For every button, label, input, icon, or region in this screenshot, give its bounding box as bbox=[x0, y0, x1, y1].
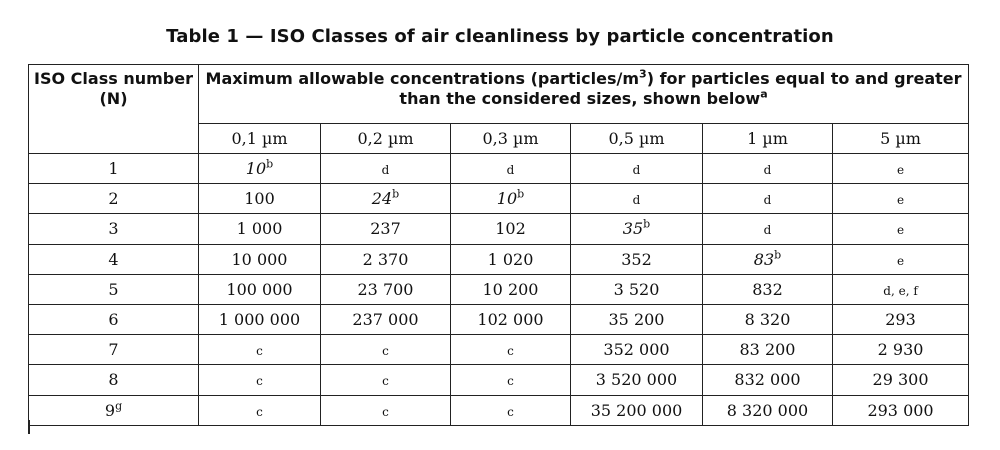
concentration-value: 832 bbox=[752, 279, 783, 299]
iso-class-value: 4 bbox=[108, 249, 119, 269]
concentration-cell bbox=[571, 214, 703, 244]
concentration-cell bbox=[571, 184, 703, 214]
concentration-group-header bbox=[199, 65, 969, 124]
concentration-value: 1 020 bbox=[487, 249, 534, 269]
concentration-value: d bbox=[763, 193, 772, 208]
iso-class-cell bbox=[29, 304, 199, 334]
table-title: Table 1 — ISO Classes of air cleanliness by particle concentration bbox=[166, 26, 834, 47]
concentration-value: c bbox=[382, 374, 389, 389]
concentration-value: 102 bbox=[495, 219, 526, 239]
concentration-footnote: b bbox=[392, 187, 400, 201]
concentration-value: d, e, f bbox=[883, 283, 918, 298]
concentration-value: c bbox=[507, 374, 514, 389]
concentration-cell bbox=[199, 395, 321, 425]
size-header: 0,3 µm bbox=[451, 124, 571, 154]
concentration-value: 102 000 bbox=[477, 310, 544, 330]
concentration-value: 8 320 000 bbox=[726, 400, 809, 420]
table-row bbox=[29, 365, 969, 395]
table-row bbox=[29, 274, 969, 304]
concentration-value: 83 bbox=[753, 249, 775, 269]
concentration-cell bbox=[321, 335, 451, 365]
concentration-cell bbox=[833, 244, 969, 274]
concentration-cell bbox=[571, 335, 703, 365]
concentration-value: 293 bbox=[885, 310, 916, 330]
concentration-cell bbox=[321, 365, 451, 395]
concentration-cell bbox=[833, 304, 969, 334]
class-number-header bbox=[29, 65, 199, 154]
concentration-value: 1 000 000 bbox=[218, 310, 301, 330]
concentration-footnote: b bbox=[643, 218, 651, 232]
concentration-footnote: b bbox=[266, 157, 274, 171]
concentration-value: 1 000 bbox=[236, 219, 283, 239]
concentration-value: 10 bbox=[245, 159, 267, 179]
iso-class-value: 1 bbox=[108, 159, 119, 179]
concentration-value: c bbox=[507, 344, 514, 359]
concentration-value: 35 bbox=[622, 219, 644, 239]
table-row bbox=[29, 304, 969, 334]
concentration-cell bbox=[703, 335, 833, 365]
concentration-cell bbox=[833, 395, 969, 425]
table-row bbox=[29, 154, 969, 184]
iso-class-footnote: g bbox=[115, 399, 123, 413]
concentration-value: 3 520 bbox=[613, 279, 660, 299]
concentration-cell bbox=[833, 184, 969, 214]
concentration-cell bbox=[451, 395, 571, 425]
concentration-value: e bbox=[896, 253, 905, 268]
concentration-cell bbox=[703, 274, 833, 304]
concentration-value: 83 200 bbox=[739, 340, 796, 360]
concentration-value: d bbox=[381, 163, 390, 178]
concentration-cell bbox=[703, 244, 833, 274]
concentration-cell bbox=[321, 244, 451, 274]
concentration-cell bbox=[451, 304, 571, 334]
iso-class-value: 6 bbox=[108, 310, 119, 330]
concentration-value: 2 370 bbox=[362, 249, 409, 269]
group-header-footnote: a bbox=[760, 87, 768, 101]
concentration-cell bbox=[321, 214, 451, 244]
iso-class-cell bbox=[29, 365, 199, 395]
iso-class-value: 9 bbox=[104, 400, 116, 420]
concentration-value: 10 200 bbox=[482, 279, 539, 299]
concentration-cell bbox=[571, 154, 703, 184]
iso-class-cell bbox=[29, 184, 199, 214]
concentration-value: 35 200 000 bbox=[590, 400, 683, 420]
concentration-cell bbox=[199, 335, 321, 365]
concentration-cell bbox=[571, 304, 703, 334]
concentration-cell bbox=[571, 395, 703, 425]
concentration-value: 2 930 bbox=[877, 340, 924, 360]
iso-class-cell bbox=[29, 214, 199, 244]
table-body bbox=[29, 154, 969, 426]
concentration-cell bbox=[833, 154, 969, 184]
concentration-cell bbox=[451, 335, 571, 365]
size-header: 5 µm bbox=[833, 124, 969, 154]
concentration-cell bbox=[451, 214, 571, 244]
group-header-prefix: Maximum allowable concentrations (particles/m bbox=[205, 69, 640, 88]
iso-class-cell bbox=[29, 274, 199, 304]
concentration-cell bbox=[451, 244, 571, 274]
concentration-value: d bbox=[506, 163, 515, 178]
concentration-cell bbox=[199, 274, 321, 304]
table-row bbox=[29, 335, 969, 365]
concentration-cell bbox=[703, 154, 833, 184]
concentration-cell bbox=[571, 274, 703, 304]
table-row bbox=[29, 395, 969, 425]
concentration-value: c bbox=[256, 404, 263, 419]
concentration-cell bbox=[199, 244, 321, 274]
iso-class-value: 7 bbox=[108, 340, 119, 360]
iso-class-table bbox=[28, 64, 969, 426]
concentration-cell bbox=[703, 214, 833, 244]
class-number-header-line2: (N) bbox=[99, 89, 128, 108]
concentration-cell bbox=[321, 274, 451, 304]
concentration-cell bbox=[833, 214, 969, 244]
concentration-cell bbox=[703, 304, 833, 334]
concentration-value: d bbox=[763, 163, 772, 178]
concentration-value: 100 bbox=[244, 189, 275, 209]
concentration-value: 3 520 000 bbox=[595, 370, 678, 390]
concentration-value: 832 000 bbox=[734, 370, 801, 390]
concentration-value: e bbox=[896, 193, 905, 208]
concentration-cell bbox=[451, 274, 571, 304]
concentration-value: e bbox=[896, 163, 905, 178]
iso-class-cell bbox=[29, 335, 199, 365]
concentration-footnote: b bbox=[774, 248, 782, 262]
concentration-value: 352 000 bbox=[603, 340, 670, 360]
concentration-cell bbox=[199, 214, 321, 244]
concentration-value: d bbox=[632, 193, 641, 208]
concentration-cell bbox=[571, 365, 703, 395]
concentration-cell bbox=[451, 365, 571, 395]
concentration-cell bbox=[703, 365, 833, 395]
concentration-value: 35 200 bbox=[608, 310, 665, 330]
concentration-cell bbox=[451, 154, 571, 184]
table-row bbox=[29, 244, 969, 274]
concentration-value: d bbox=[632, 163, 641, 178]
concentration-value: 237 000 bbox=[352, 310, 419, 330]
concentration-value: 23 700 bbox=[357, 279, 414, 299]
concentration-value: 100 000 bbox=[226, 279, 293, 299]
iso-class-cell bbox=[29, 154, 199, 184]
concentration-value: 8 320 bbox=[744, 310, 791, 330]
concentration-value: c bbox=[256, 344, 263, 359]
concentration-cell bbox=[321, 395, 451, 425]
concentration-value: 10 000 bbox=[231, 249, 288, 269]
table-row bbox=[29, 184, 969, 214]
concentration-footnote: b bbox=[517, 187, 525, 201]
size-header: 1 µm bbox=[703, 124, 833, 154]
concentration-cell bbox=[703, 395, 833, 425]
concentration-value: 237 bbox=[370, 219, 401, 239]
iso-class-value: 2 bbox=[108, 189, 119, 209]
concentration-value: e bbox=[896, 223, 905, 238]
concentration-cell bbox=[833, 365, 969, 395]
concentration-value: d bbox=[763, 223, 772, 238]
size-header: 0,2 µm bbox=[321, 124, 451, 154]
concentration-cell bbox=[703, 184, 833, 214]
concentration-value: c bbox=[382, 344, 389, 359]
group-header-suffix: ) for particles equal to and greater than the considered sizes, shown below bbox=[399, 69, 962, 108]
concentration-cell bbox=[451, 184, 571, 214]
concentration-cell bbox=[199, 184, 321, 214]
table-row bbox=[29, 214, 969, 244]
concentration-cell bbox=[321, 154, 451, 184]
concentration-cell bbox=[321, 304, 451, 334]
size-header: 0,5 µm bbox=[571, 124, 703, 154]
iso-class-value: 3 bbox=[108, 219, 119, 239]
concentration-value: 293 000 bbox=[867, 400, 934, 420]
concentration-value: 29 300 bbox=[872, 370, 929, 390]
concentration-cell bbox=[833, 274, 969, 304]
iso-class-cell bbox=[29, 244, 199, 274]
group-header-exponent: 3 bbox=[639, 67, 647, 81]
iso-class-value: 5 bbox=[108, 279, 119, 299]
concentration-value: 352 bbox=[621, 249, 652, 269]
class-number-header-line1: ISO Class number bbox=[34, 69, 193, 88]
concentration-value: 10 bbox=[496, 189, 518, 209]
iso-class-value: 8 bbox=[108, 370, 119, 390]
concentration-cell bbox=[571, 244, 703, 274]
concentration-value: c bbox=[507, 404, 514, 419]
table-continuation-line bbox=[28, 420, 30, 434]
size-header: 0,1 µm bbox=[199, 124, 321, 154]
concentration-cell bbox=[199, 154, 321, 184]
concentration-value: c bbox=[256, 374, 263, 389]
concentration-value: c bbox=[382, 404, 389, 419]
concentration-value: 24 bbox=[371, 189, 393, 209]
concentration-cell bbox=[833, 335, 969, 365]
concentration-cell bbox=[321, 184, 451, 214]
concentration-cell bbox=[199, 365, 321, 395]
concentration-cell bbox=[199, 304, 321, 334]
iso-class-cell bbox=[29, 395, 199, 425]
